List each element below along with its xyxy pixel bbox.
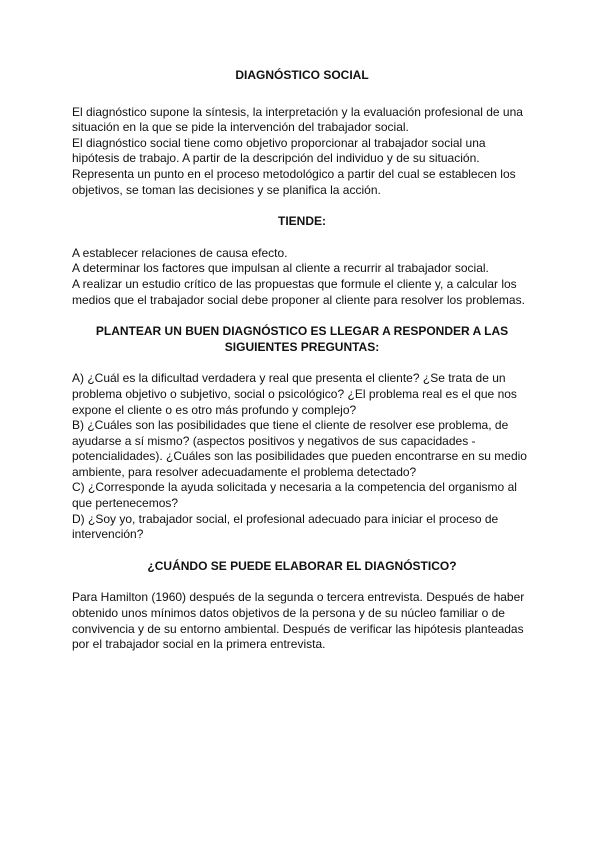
- pregunta-item: D) ¿Soy yo, trabajador social, el profesional adecuado para iniciar el proceso de intervención?: [72, 511, 499, 542]
- pregunta-item: C) ¿Corresponde la ayuda solicitada y necesaria a la competencia del organismo al que pertenecemos?: [72, 480, 517, 511]
- document-title: DIAGNÓSTICO SOCIAL: [235, 68, 369, 82]
- tiende-heading: TIENDE:: [278, 214, 326, 229]
- intro-paragraph: El diagnóstico social tiene como objetivo proporcionar al trabajador social una hipótesis de trabajo. A partir de la descripción del individuo y de su situación. Representa un punto en el proceso metodológico a partir del cual se establecen los objetivos, se toman las decisiones y se planifica la acción.: [72, 135, 516, 197]
- preguntas-heading: PLANTEAR UN BUEN DIAGNÓSTICO ES LLEGAR A RESPONDER A LAS SIGUIENTES PREGUNTAS:: [95, 324, 509, 354]
- pregunta-item: A) ¿Cuál es la dificultad verdadera y real que presenta el cliente? ¿Se trata de un problema objetivo o subjetivo, social o psicológico? ¿El problema real es el que nos expone el cliente o es otro más profundo y complejo?: [72, 371, 517, 417]
- intro-paragraph: El diagnóstico supone la síntesis, la interpretación y la evaluación profesional de una situación en la que se pide la intervención del trabajador social.: [72, 104, 523, 135]
- tiende-list: [72, 246, 532, 308]
- pregunta-item: B) ¿Cuáles son las posibilidades que tiene el cliente de resolver ese problema, de ayudarse a sí mismo? (aspectos positivos y negativos de sus capacidades - potencialidades). ¿Cuáles son las posibilidades que pueden encontrarse en su medio ambiente, para resolver adecuadamente el problema detectado?: [72, 418, 527, 479]
- intro-section: [72, 105, 532, 199]
- tiende-item: A determinar los factores que impulsan al cliente a recurrir al trabajador social.: [72, 261, 489, 276]
- cuando-section: [72, 590, 532, 652]
- tiende-item: A realizar un estudio crítico de las propuestas que formule el cliente y, a calcular los medios que el trabajador social debe proponer al cliente para resolver los problemas.: [72, 276, 525, 307]
- preguntas-list: [72, 371, 532, 543]
- cuando-heading: ¿CUÁNDO SE PUEDE ELABORAR EL DIAGNÓSTICO?: [147, 558, 457, 573]
- tiende-item: A establecer relaciones de causa efecto.: [72, 245, 288, 260]
- document-page: [72, 68, 532, 653]
- cuando-paragraph: Para Hamilton (1960) después de la segunda o tercera entrevista. Después de haber obtenido unos mínimos datos objetivos de la persona y de su núcleo familiar o de convivencia y de su entorno ambiental. Después de verificar las hipótesis planteadas por el trabajador social en la primera entrevista.: [72, 590, 525, 652]
